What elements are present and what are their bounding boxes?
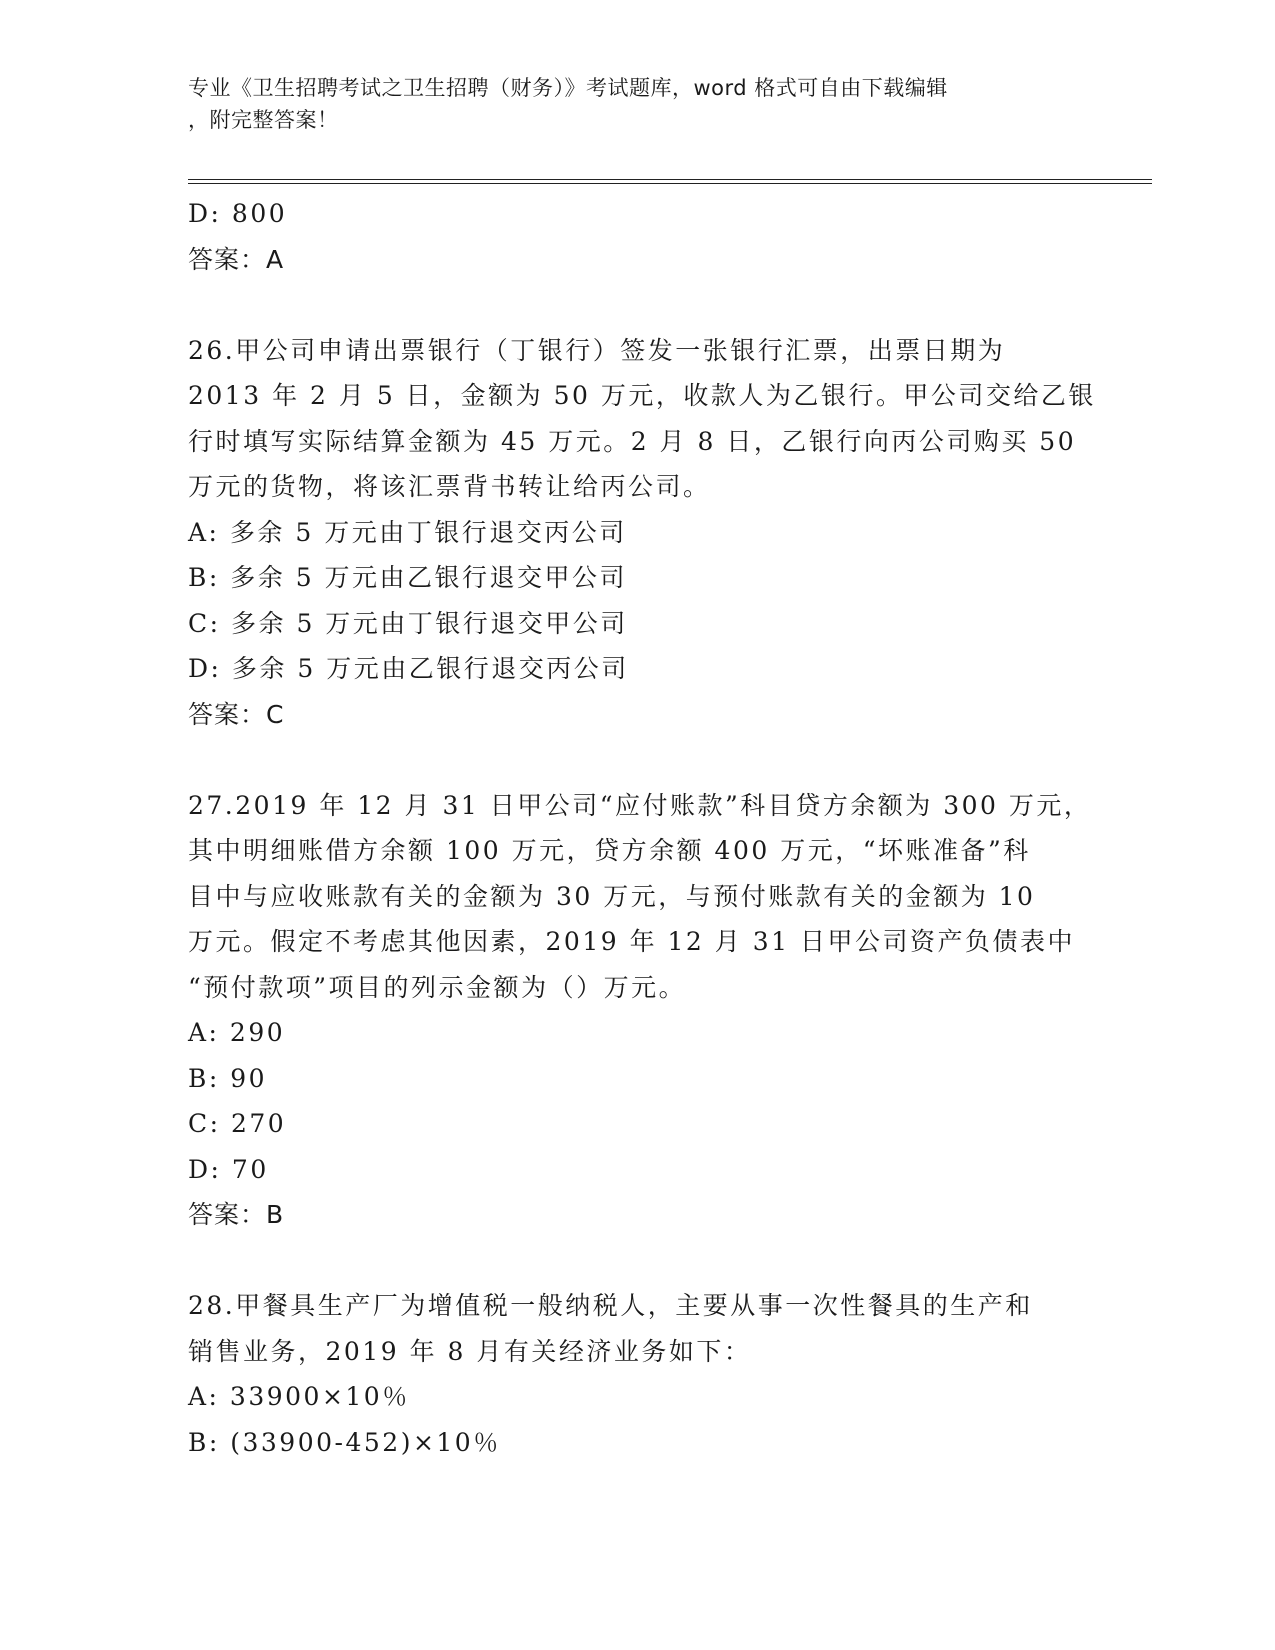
question-stem-line: 26.甲公司申请出票银行（丁银行）签发一张银行汇票，出票日期为 (188, 335, 1006, 365)
question-28 (188, 1283, 1088, 1465)
question-stem-line: 2013 年 2 月 5 日，金额为 50 万元，收款人为乙银行。甲公司交给乙银 (188, 381, 1096, 410)
question-26 (188, 328, 1096, 738)
answer-label: 答案：B (188, 1200, 285, 1229)
page-header (188, 72, 1068, 136)
question-stem-line: “预付款项”项目的列示金额为（）万元。 (188, 972, 687, 1002)
question-stem-line: 目中与应收账款有关的金额为 30 万元，与预付账款有关的金额为 10 (188, 881, 1036, 911)
option-b: B: 多余 5 万元由乙银行退交甲公司 (188, 563, 628, 592)
spacer (188, 282, 1088, 328)
question-stem-line: 28.甲餐具生产厂为增值税一般纳税人，主要从事一次性餐具的生产和 (188, 1291, 1033, 1320)
question-stem-line: 万元。假定不考虑其他因素，2019 年 12 月 31 日甲公司资产负债表中 (188, 927, 1075, 956)
spacer (188, 1238, 1088, 1284)
question-stem-line: 万元的货物，将该汇票背书转让给丙公司。 (188, 472, 711, 501)
option-b: B: 90 (188, 1063, 268, 1093)
option-c: C: 多余 5 万元由丁银行退交甲公司 (188, 608, 628, 638)
option-a: A: 多余 5 万元由丁银行退交丙公司 (188, 517, 627, 547)
header-line-2: ，附完整答案！ (188, 108, 339, 132)
option-b: B: (33900-452)×10％ (188, 1427, 501, 1457)
option-c: C: 270 (188, 1109, 287, 1138)
option-a: A: 290 (188, 1018, 286, 1047)
question-stem-line: 其中明细账借方余额 100 万元，贷方余额 400 万元，“坏账准备”科 (188, 836, 1031, 865)
question-25-tail (188, 191, 1088, 282)
question-stem-line: 销售业务，2019 年 8 月有关经济业务如下： (188, 1336, 752, 1366)
option-d: D: 800 (188, 199, 288, 228)
question-stem-line: 行时填写实际结算金额为 45 万元。2 月 8 日，乙银行向丙公司购买 50 (188, 426, 1077, 456)
question-stem-line: 27.2019 年 12 月 31 日甲公司“应付账款”科目贷方余额为 300 万元， (188, 790, 1092, 820)
question-27 (188, 783, 1092, 1238)
spacer (188, 737, 1088, 783)
document-body (188, 191, 1096, 1465)
option-d: D: 70 (188, 1154, 269, 1184)
header-divider-top (188, 179, 1152, 180)
header-line-1: 专业《卫生招聘考试之卫生招聘（财务）》考试题库，word 格式可自由下载编辑 (188, 76, 948, 100)
option-d: D: 多余 5 万元由乙银行退交丙公司 (188, 654, 629, 683)
answer-label: 答案：A (188, 244, 285, 274)
option-a: A: 33900×10％ (188, 1382, 410, 1411)
answer-label: 答案：C (188, 699, 285, 729)
header-divider-bottom (188, 183, 1152, 184)
